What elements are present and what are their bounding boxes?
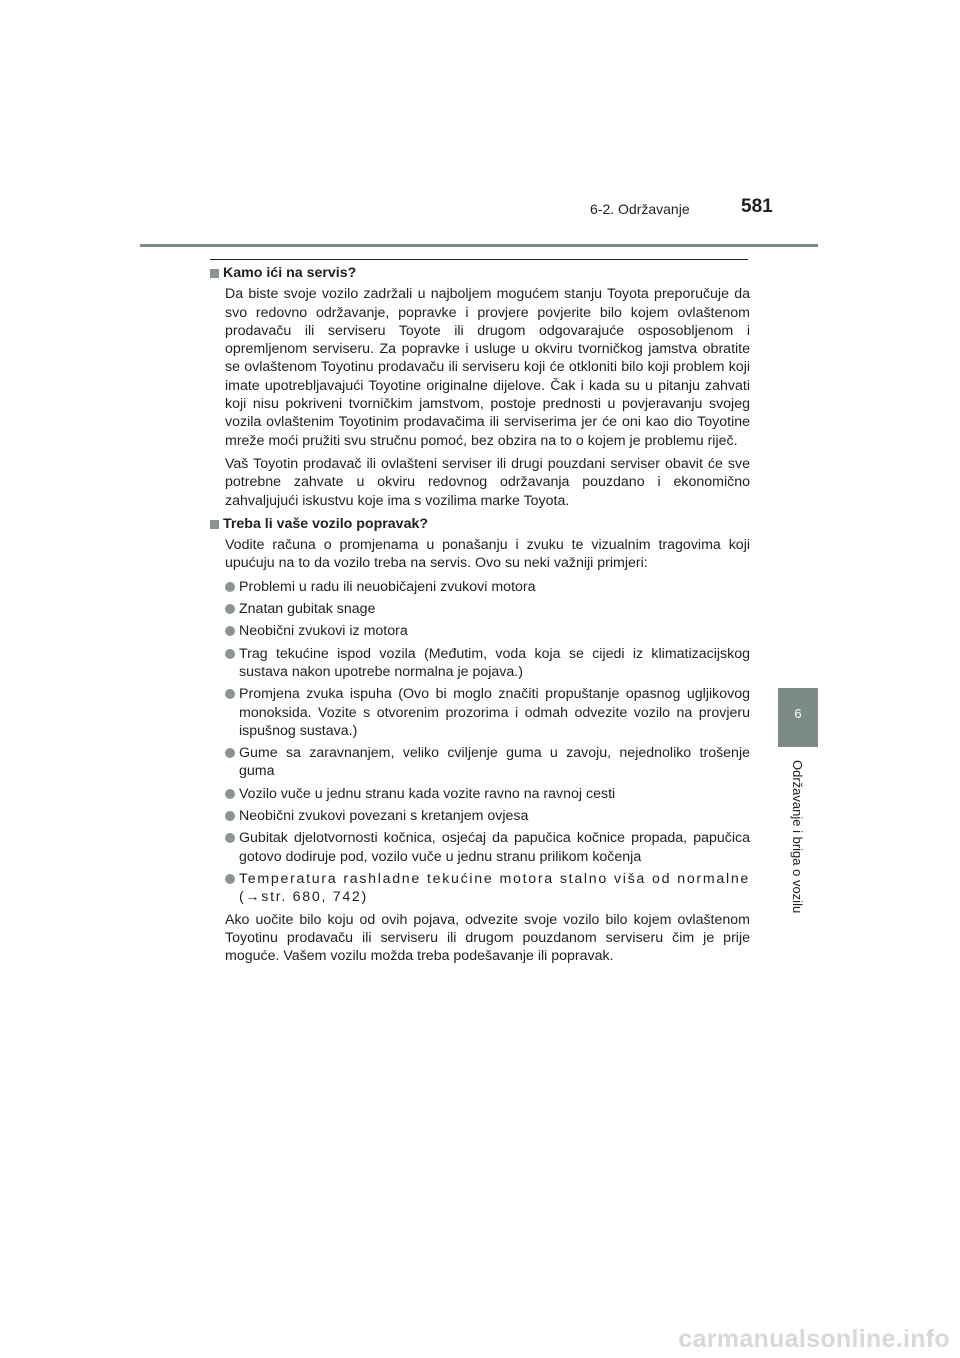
list-item [225, 600, 750, 618]
paragraph: Vaš Toyotin prodavač ili ovlašteni serviser ili drugi pouzdani serviser obavit će sve potrebne zahvate u okviru redovnog održavanja pouzdano i ekonomično zahvaljujući iskustvu koje ima s vozilima marke Toyota. [225, 455, 750, 509]
list-item-text: Gubitak djelotvornosti kočnica, osjećaj da papučica kočnice propada, papučica gotovo dodiruje pod, vozilo vuče u jednu stranu prilikom kočenja [239, 830, 750, 865]
header-divider [140, 244, 818, 247]
content-divider [210, 259, 748, 260]
section-heading [210, 264, 750, 282]
paragraph: Vodite računa o promjenama u ponašanju i zvuku te vizualnim tragovima koji upućuju na to da vozilo treba na servis. Ovo su neki važniji primjeri: [225, 537, 750, 572]
paragraph: Ako uočite bilo koju od ovih pojava, odvezite svoje vozilo bilo kojem ovlaštenom Toyotinu prodavaču ili serviseru ili drugom pouzdanom serviseru čim je prije moguće. Vašem vozilu možda treba podešavanje ili popravak. [225, 911, 750, 965]
heading-text: Kamo ići na servis? [223, 265, 357, 281]
chapter-tab [778, 688, 818, 747]
circle-bullet-icon [225, 689, 235, 699]
list-item-text: Znatan gubitak snage [239, 601, 376, 618]
circle-bullet-icon [225, 626, 235, 636]
list-item-text: Trag tekućine ispod vozila (Međutim, voda koja se cijedi iz klimatizacijskog sustava nakon upotrebe normalna je pojava.) [239, 645, 750, 680]
square-bullet-icon [210, 520, 219, 529]
page-content [210, 264, 750, 970]
page-number: 581 [741, 196, 773, 217]
list-item-text: Gume sa zaravnanjem, veliko cviljenje guma u zavoju, nejednoliko trošenje guma [239, 745, 750, 780]
list-item-text: Temperatura rashladne tekućine motora stalno viša od normalne (→str. 680, 742) [239, 870, 750, 906]
list-item-text: Neobični zvukovi iz motora [239, 623, 408, 640]
watermark: carmanualsonline.info [678, 1325, 950, 1353]
circle-bullet-icon [225, 582, 235, 592]
list-item [225, 685, 750, 740]
chapter-number: 6 [794, 706, 802, 721]
list-item [225, 622, 750, 640]
list-item [225, 807, 750, 825]
circle-bullet-icon [225, 604, 235, 614]
square-bullet-icon [210, 269, 219, 278]
list-item-text: Neobični zvukovi povezani s kretanjem ovjesa [239, 808, 529, 825]
list-item [225, 785, 750, 803]
section-title: 6-2. Održavanje [590, 201, 690, 217]
circle-bullet-icon [225, 789, 235, 799]
circle-bullet-icon [225, 874, 235, 884]
heading-text: Treba li vaše vozilo popravak? [223, 515, 429, 532]
list-item [225, 744, 750, 781]
chapter-label: Održavanje i briga o vozilu [790, 760, 805, 914]
list-item [225, 645, 750, 682]
paragraph: Da biste svoje vozilo zadržali u najboljem mogućem stanju Toyota preporučuje da svo redovno održavanje, popravke i provjere povjerite bilo kojem ovlaštenom prodavaču ili serviseru Toyote ili drugom odgovarajuće osposobljenom i opremljenom serviseru. Za popravke i usluge u okviru tvorničkog jamstva obratite se ovlaštenom Toyotinu prodavaču ili serviseru koji će otkloniti bilo koji problem koji imate upotrebljavajući Toyotine originalne dijelove. Čak i kada su u pitanju zahvati koji nisu pokriveni tvorničkim jamstvom, postoje prednosti u povjeravanju svojeg vozila ovlaštenim Toyotinim prodavačima ili serviserima jer će oni kao dio Toyotine mreže moći pružiti svu stručnu pomoć, bez obzira na to o kojem je problemu riječ. [225, 286, 750, 449]
circle-bullet-icon [225, 748, 235, 758]
circle-bullet-icon [225, 833, 235, 843]
list-item-text: Vozilo vuče u jednu stranu kada vozite ravno na ravnoj cesti [239, 785, 616, 802]
circle-bullet-icon [225, 649, 235, 659]
list-item-text: Problemi u radu ili neuobičajeni zvukovi motora [239, 578, 536, 595]
chapter-label-container [784, 760, 812, 940]
list-item [225, 870, 750, 907]
list-item [225, 829, 750, 866]
section-heading [210, 515, 750, 533]
list-item [225, 578, 750, 596]
circle-bullet-icon [225, 811, 235, 821]
list-item-text: Promjena zvuka ispuha (Ovo bi moglo značiti propuštanje opasnog ugljikovog monoksida. Vozite s otvorenim prozorima i odmah odvezite vozilo na provjeru ispušnog sustava.) [239, 686, 750, 739]
